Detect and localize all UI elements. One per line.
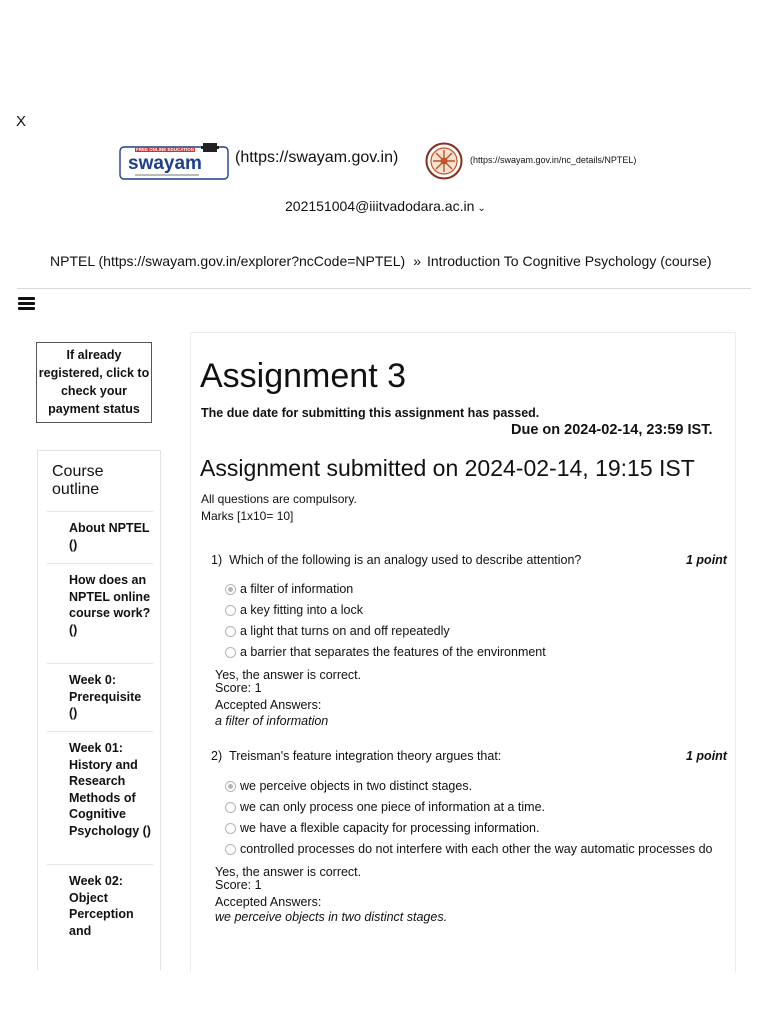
q1-score: Score: 1 — [215, 681, 262, 695]
q2-accepted-label: Accepted Answers: — [215, 895, 322, 909]
outline-item-about-nptel[interactable]: About NPTEL () — [47, 511, 153, 563]
breadcrumb-separator: » — [413, 253, 421, 269]
due-date: Due on 2024-02-14, 23:59 IST. — [511, 422, 713, 438]
swayam-link[interactable]: (https://swayam.gov.in) — [235, 149, 399, 166]
option-label: controlled processes do not interfere with each other the way automatic processes do — [240, 842, 713, 856]
q1-accepted-answer: a filter of information — [215, 714, 329, 728]
question-1-text — [211, 553, 581, 567]
option-label: a filter of information — [240, 582, 354, 596]
payment-status-button[interactable]: If already registered, click to check your payment status — [36, 342, 152, 423]
question-prompt: Which of the following is an analogy used to describe attention? — [229, 553, 582, 567]
radio-button[interactable] — [225, 584, 236, 595]
course-outline-title: Course outline — [52, 463, 104, 498]
radio-button[interactable] — [225, 647, 236, 658]
radio-button[interactable] — [225, 844, 236, 855]
close-button[interactable]: X — [16, 113, 27, 130]
option-label: a barrier that separates the features of the environment — [240, 645, 546, 659]
q2-option-1[interactable] — [225, 779, 472, 793]
radio-button[interactable] — [225, 626, 236, 637]
nptel-link[interactable]: (https://swayam.gov.in/nc_details/NPTEL) — [470, 155, 637, 165]
q1-option-3[interactable] — [225, 624, 450, 638]
q1-accepted-label: Accepted Answers: — [215, 698, 322, 712]
option-label: we have a flexible capacity for processing information. — [240, 821, 540, 835]
q1-option-2[interactable] — [225, 603, 363, 617]
nptel-logo[interactable] — [425, 142, 463, 180]
option-label: we can only process one piece of information at a time. — [240, 800, 546, 814]
swayam-logo-text: swayam — [128, 153, 202, 174]
q1-option-1[interactable] — [225, 582, 353, 596]
compulsory-note: All questions are compulsory. — [201, 492, 357, 506]
submission-status: Assignment submitted on 2024-02-14, 19:15 IST — [200, 455, 695, 481]
option-label: a key fitting into a lock — [240, 603, 363, 617]
outline-item-week-02[interactable]: Week 02: Object Perception and — [47, 864, 153, 971]
radio-button[interactable] — [225, 605, 236, 616]
question-prompt: Treisman's feature integration theory argues that: — [229, 749, 502, 763]
swayam-logo-banner: FREE ONLINE EDUCATION — [136, 147, 194, 152]
option-label: we perceive objects in two distinct stages. — [240, 779, 473, 793]
q1-feedback: Yes, the answer is correct. — [215, 668, 362, 682]
menu-icon[interactable] — [18, 297, 35, 311]
radio-button[interactable] — [225, 781, 236, 792]
outline-item-week-01[interactable]: Week 01: History and Research Methods of Cognitive Psychology () — [47, 731, 153, 864]
swayam-logo[interactable] — [119, 137, 230, 180]
q2-option-2[interactable] — [225, 800, 545, 814]
breadcrumb-course-link[interactable]: Introduction To Cognitive Psychology (course) — [427, 253, 712, 269]
outline-item-week-0[interactable]: Week 0: Prerequisite () — [47, 663, 153, 731]
breadcrumb — [50, 253, 712, 269]
breadcrumb-nptel-link[interactable]: NPTEL (https://swayam.gov.in/explorer?ncCode=NPTEL) — [50, 253, 406, 269]
q2-option-3[interactable] — [225, 821, 539, 835]
question-points: 1 point — [686, 553, 727, 567]
header-divider — [17, 288, 751, 289]
radio-button[interactable] — [225, 802, 236, 813]
outline-item-how-it-works[interactable]: How does an NPTEL online course work? () — [47, 563, 153, 663]
chevron-down-icon: ⌄ — [477, 203, 486, 214]
q2-score: Score: 1 — [215, 878, 262, 892]
radio-button[interactable] — [225, 823, 236, 834]
marks-info: Marks [1x10= 10] — [201, 509, 294, 523]
q1-option-4[interactable] — [225, 645, 546, 659]
q2-feedback: Yes, the answer is correct. — [215, 865, 362, 879]
question-2-text — [211, 749, 501, 763]
user-email: 202151004@iiitvadodara.ac.in — [285, 198, 475, 214]
option-label: a light that turns on and off repeatedly — [240, 624, 450, 638]
page-title: Assignment 3 — [200, 357, 406, 395]
question-number: 2) — [211, 749, 223, 763]
q2-accepted-answer: we perceive objects in two distinct stages. — [215, 910, 448, 924]
question-number: 1) — [211, 553, 223, 567]
q2-option-4[interactable] — [225, 842, 712, 856]
question-points: 1 point — [686, 749, 727, 763]
user-menu[interactable] — [285, 198, 486, 214]
due-passed-notice: The due date for submitting this assignment has passed. — [201, 406, 540, 420]
course-outline — [37, 450, 161, 970]
